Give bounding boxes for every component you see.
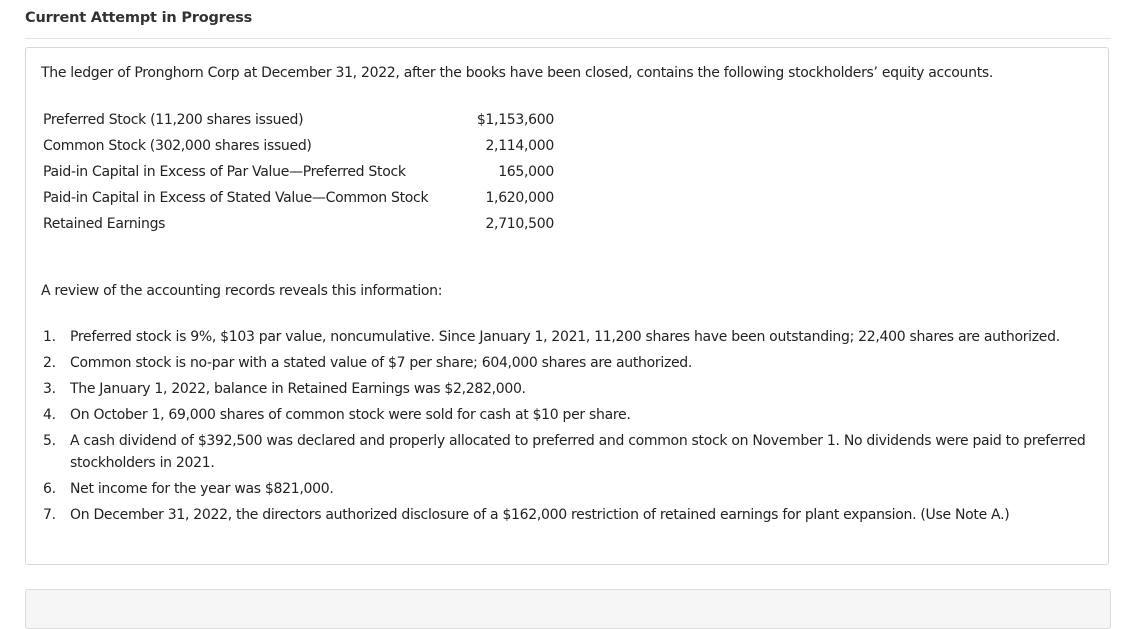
list-item [43, 478, 1093, 500]
list-item-text: On December 31, 2022, the directors authorized disclosure of a $162,000 restriction of retained earnings for plant expansion. (Use Note A.) [70, 507, 1010, 523]
attempt-status-title: Current Attempt in Progress [25, 10, 253, 26]
list-item [43, 378, 1093, 400]
list-item-number: 7. [43, 507, 56, 523]
list-item-number: 1. [43, 329, 56, 345]
list-item-number: 4. [43, 407, 56, 423]
ledger-account: Common Stock (302,000 shares issued) [43, 138, 312, 154]
ledger-amount: 1,620,000 [485, 190, 554, 206]
list-item-text: Common stock is no-par with a stated value of $7 per share; 604,000 shares are authorized. [70, 355, 693, 371]
ledger-row [43, 211, 554, 237]
ledger-amount: 2,114,000 [485, 138, 554, 154]
list-item [43, 430, 1093, 474]
ledger-row [43, 133, 554, 159]
list-item [43, 404, 1093, 426]
list-item-number: 3. [43, 381, 56, 397]
information-list [43, 326, 1093, 530]
ledger-row [43, 185, 554, 211]
header-divider [25, 38, 1111, 39]
list-item-text: Net income for the year was $821,000. [70, 481, 334, 497]
list-item-number: 5. [43, 433, 56, 449]
ledger-table [43, 107, 554, 237]
ledger-amount: 2,710,500 [485, 216, 554, 232]
ledger-row [43, 159, 554, 185]
review-intro: A review of the accounting records reveals this information: [41, 283, 443, 299]
next-panel [25, 589, 1111, 629]
ledger-account: Preferred Stock (11,200 shares issued) [43, 112, 304, 128]
list-item-text: On October 1, 69,000 shares of common stock were sold for cash at $10 per share. [70, 407, 631, 423]
list-item-number: 2. [43, 355, 56, 371]
list-item [43, 326, 1093, 348]
list-item [43, 352, 1093, 374]
ledger-account: Paid-in Capital in Excess of Par Value—Preferred Stock [43, 164, 406, 180]
ledger-account: Paid-in Capital in Excess of Stated Value—Common Stock [43, 190, 429, 206]
list-item-text: The January 1, 2022, balance in Retained Earnings was $2,282,000. [70, 381, 526, 397]
list-item-number: 6. [43, 481, 56, 497]
ledger-row [43, 107, 554, 133]
list-item-text: A cash dividend of $392,500 was declared and properly allocated to preferred and common stock on November 1. No dividends were paid to preferred stockholders in 2021. [70, 433, 1086, 471]
ledger-amount: $1,153,600 [476, 112, 554, 128]
list-item [43, 504, 1093, 526]
problem-intro: The ledger of Pronghorn Corp at December 31, 2022, after the books have been closed, contains the following stockholders’ equity accounts. [41, 65, 994, 81]
problem-card [25, 47, 1109, 565]
ledger-amount: 165,000 [498, 164, 554, 180]
ledger-account: Retained Earnings [43, 216, 166, 232]
list-item-text: Preferred stock is 9%, $103 par value, noncumulative. Since January 1, 2021, 11,200 shares have been outstanding; 22,400 shares are authorized. [70, 329, 1060, 345]
